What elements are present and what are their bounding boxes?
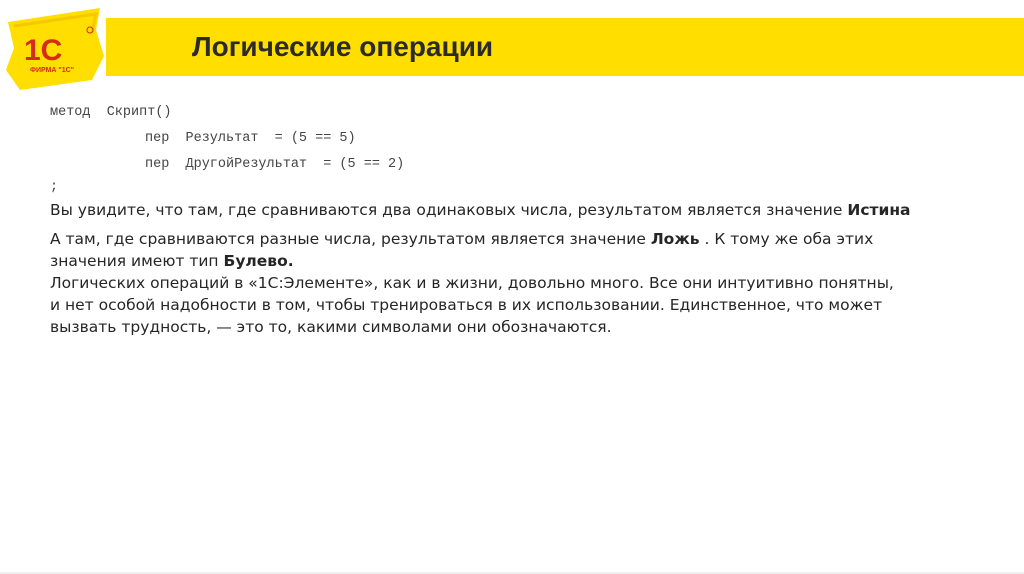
paragraph-text: . К тому же оба этих	[699, 230, 874, 248]
bold-term: Ложь	[650, 230, 700, 248]
code-line: ;	[50, 180, 59, 195]
paragraph-1	[50, 199, 1000, 221]
bold-term: Булево.	[223, 252, 294, 270]
code-line: пер Результат = (5 == 5)	[145, 131, 356, 146]
bold-term: Истина	[847, 201, 911, 219]
code-block	[50, 100, 404, 198]
logo-text: 1С	[24, 34, 63, 67]
paragraph-text: и нет особой надобности в том, чтобы тренироваться в их использовании. Единственное, что может	[50, 296, 883, 314]
logo-1c-icon	[0, 0, 110, 100]
paragraph-text: вызвать трудность, — это то, какими символами они обозначаются.	[50, 318, 612, 336]
paragraph-text: значения имеют тип	[50, 252, 224, 270]
paragraph-text: А там, где сравниваются разные числа, результатом является значение	[50, 230, 651, 248]
page-title: Логические операции	[192, 31, 494, 62]
paragraph-2	[50, 228, 1000, 338]
logo-subtext: ФИРМА "1С"	[30, 67, 74, 74]
paragraph-text: Логических операций в «1С:Элементе», как и в жизни, довольно много. Все они интуитивно понятны,	[50, 274, 894, 292]
logo-1c	[0, 0, 110, 100]
code-line: метод Скрипт()	[50, 105, 172, 120]
code-line: пер ДругойРезультат = (5 == 2)	[145, 157, 405, 172]
paragraph-text: Вы увидите, что там, где сравниваются два одинаковых числа, результатом является значение	[50, 201, 848, 219]
